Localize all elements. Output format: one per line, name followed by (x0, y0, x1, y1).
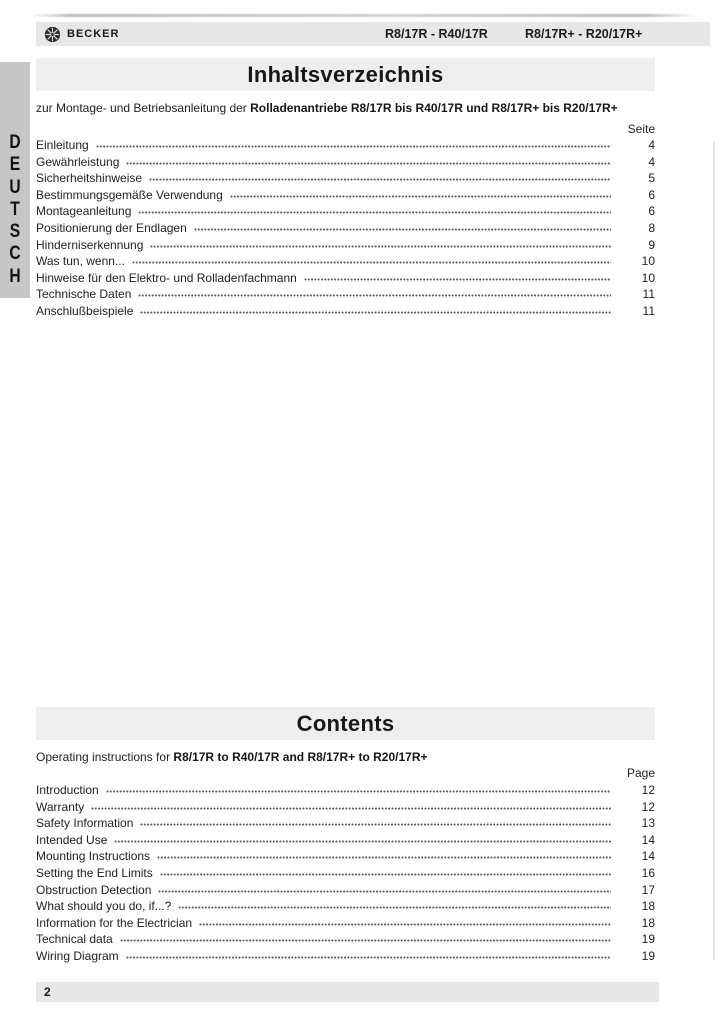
toc-entry-label: What should you do, if...? (36, 899, 172, 914)
toc-entry-label: Obstruction Detection (36, 882, 152, 897)
dot-leader (138, 211, 611, 214)
toc-entry (36, 783, 655, 800)
dot-leader (91, 807, 611, 810)
toc-entry-label: Gewährleistung (36, 154, 120, 169)
dot-leader (160, 873, 611, 876)
toc-entry-label: Information for the Electrician (36, 915, 193, 930)
deutsch-letter: C (9, 243, 21, 265)
toc-entry (36, 833, 655, 850)
toc-entry (36, 238, 655, 255)
toc-entry-label: Technische Daten (36, 287, 132, 302)
toc-entry-page: 13 (641, 816, 655, 831)
toc-entry (36, 849, 655, 866)
toc-entry-page: 16 (641, 865, 655, 880)
toc-entry-page: 10 (641, 270, 655, 285)
scan-artifact-right-line (713, 142, 715, 960)
toc-entry-page: 11 (642, 303, 655, 318)
toc-entry (36, 155, 655, 172)
toc-entry-page: 18 (641, 915, 655, 930)
toc-entry-page: 5 (648, 171, 655, 186)
german-section-title: Inhaltsverzeichnis (247, 62, 444, 87)
dot-leader (194, 228, 611, 231)
dot-leader (126, 162, 611, 165)
deutsch-letter: S (9, 221, 21, 243)
toc-entry-label: Hinweise für den Elektro- und Rolladenfachmann (36, 270, 297, 285)
toc-entry (36, 287, 655, 304)
becker-logo (44, 22, 119, 46)
deutsch-letter: U (9, 176, 21, 198)
language-strip-deutsch (0, 62, 30, 298)
toc-entry-label: Positionierung der Endlagen (36, 220, 187, 235)
deutsch-letter: T (10, 198, 20, 220)
deutsch-letter: D (9, 132, 21, 153)
english-intro-line (36, 750, 676, 764)
english-intro-regular: Operating instructions for (36, 750, 174, 764)
toc-entry (36, 188, 655, 205)
toc-entry-page: 14 (641, 849, 655, 864)
model-range-right: R8/17R+ - R20/17R+ (525, 27, 643, 41)
toc-entry-label: Was tun, wenn... (36, 254, 125, 269)
german-section-title-bar (36, 58, 655, 91)
toc-entry-label: Bestimmungsgemäße Verwendung (36, 187, 223, 202)
dot-leader (149, 178, 611, 181)
toc-entry-page: 8 (648, 220, 655, 235)
dot-leader (199, 923, 611, 926)
toc-entry-page: 4 (648, 154, 655, 169)
toc-entry (36, 816, 655, 833)
toc-entry (36, 138, 655, 155)
toc-entry-label: Introduction (36, 783, 99, 797)
toc-entry (36, 949, 655, 966)
toc-entry-page: 10 (641, 254, 655, 269)
toc-entry (36, 932, 655, 949)
toc-entry-page: 9 (648, 237, 655, 252)
dot-leader (230, 195, 611, 198)
toc-entry-page: 18 (641, 899, 655, 914)
toc-entry-label: Mounting Instructions (36, 849, 151, 864)
dot-leader (126, 956, 611, 959)
toc-entry (36, 304, 655, 321)
toc-entry (36, 800, 655, 817)
dot-leader (140, 823, 611, 826)
dot-leader (304, 278, 611, 281)
english-intro-bold: R8/17R to R40/17R and R8/17R+ to R20/17R+ (173, 750, 428, 764)
toc-entry-label: Setting the End Limits (36, 865, 153, 880)
english-page-column-label: Page (626, 766, 655, 780)
toc-entry-label: Safety Information (36, 816, 134, 831)
toc-entry-page: 12 (641, 799, 655, 814)
toc-entry-label: Montageanleitung (36, 204, 132, 219)
toc-entry-page: 12 (641, 783, 655, 797)
english-toc-list (36, 783, 655, 966)
toc-entry-page: 19 (641, 948, 655, 963)
page-number: 2 (44, 985, 51, 999)
toc-entry (36, 221, 655, 238)
dot-leader (157, 856, 611, 859)
english-section-title-bar (36, 707, 655, 740)
dot-leader (150, 245, 611, 248)
german-intro-bold: Rolladenantriebe R8/17R bis R40/17R und R8/17R+ bis R20/17R+ (250, 101, 618, 115)
toc-entry-page: 11 (642, 287, 655, 302)
toc-entry (36, 271, 655, 288)
toc-entry-page: 17 (641, 882, 655, 897)
deutsch-letter: H (9, 265, 21, 287)
toc-entry-page: 6 (648, 187, 655, 202)
toc-entry-page: 14 (641, 832, 655, 847)
toc-entry (36, 254, 655, 271)
toc-entry-label: Intended Use (36, 832, 108, 847)
deutsch-letter: E (9, 154, 21, 176)
german-page-column-label: Seite (627, 122, 655, 136)
toc-entry-label: Anschlußbeispiele (36, 303, 134, 318)
dot-leader (138, 294, 611, 297)
german-intro-regular: zur Montage- und Betriebsanleitung der (36, 101, 251, 115)
dot-leader (132, 261, 611, 264)
page-header (36, 22, 710, 46)
deutsch-vertical-label (0, 132, 30, 288)
toc-entry-label: Einleitung (36, 138, 89, 152)
toc-entry-label: Technical data (36, 932, 113, 947)
brand-name: BECKER (67, 28, 120, 40)
toc-entry-page: 4 (648, 138, 655, 152)
dot-leader (96, 145, 611, 148)
toc-entry (36, 204, 655, 221)
toc-entry (36, 171, 655, 188)
german-intro-line (36, 101, 676, 115)
toc-entry (36, 883, 655, 900)
toc-entry-label: Warranty (36, 799, 85, 814)
dot-leader (178, 906, 611, 909)
toc-entry-page: 19 (641, 932, 655, 947)
model-range-left: R8/17R - R40/17R (385, 27, 488, 41)
toc-entry (36, 899, 655, 916)
toc-entry-label: Sicherheitshinweise (36, 171, 143, 186)
page-footer (36, 982, 659, 1002)
english-section-title: Contents (296, 711, 395, 736)
dot-leader (158, 890, 611, 893)
toc-entry (36, 866, 655, 883)
toc-entry-label: Wiring Diagram (36, 948, 119, 963)
german-toc-list (36, 138, 655, 321)
toc-entry-page: 6 (648, 204, 655, 219)
toc-entry (36, 916, 655, 933)
scan-artifact-top-line (30, 14, 698, 17)
dot-leader (140, 311, 611, 314)
becker-rosette-icon (44, 26, 61, 43)
toc-entry-label: Hinderniserkennung (36, 237, 144, 252)
dot-leader (114, 840, 611, 843)
dot-leader (120, 939, 611, 942)
dot-leader (106, 790, 611, 793)
